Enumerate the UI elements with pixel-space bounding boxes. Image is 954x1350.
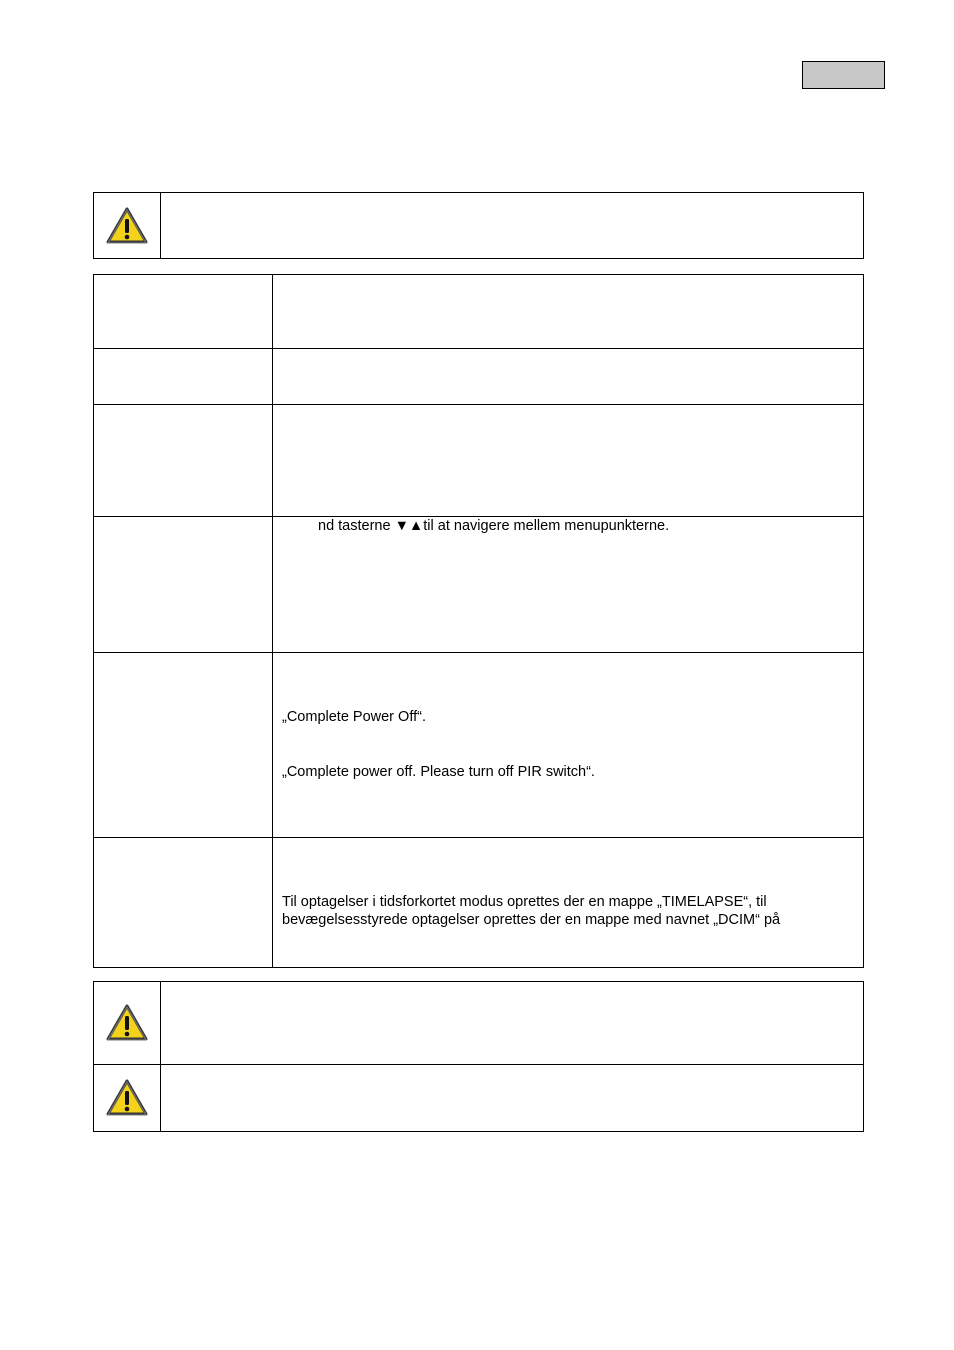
- warning-icon: [105, 206, 149, 246]
- table-row: [94, 653, 864, 838]
- row-label: [94, 653, 273, 838]
- row-description: [273, 405, 864, 517]
- warning-note-text: [161, 982, 864, 1065]
- warning-note: [94, 982, 864, 1065]
- language-tab: [802, 61, 885, 89]
- row-label: [94, 838, 273, 968]
- row-label: [94, 275, 273, 349]
- description-line: Til optagelser i tidsforkortet modus oprettes der en mappe „TIMELAPSE“, til: [282, 894, 767, 910]
- warning-icon: [105, 1078, 149, 1118]
- table-row: [94, 517, 864, 653]
- row-description: [273, 349, 864, 405]
- row-description: [273, 653, 864, 838]
- table-row: [94, 275, 864, 349]
- warning-note-text: [161, 1065, 864, 1132]
- row-description: [273, 517, 864, 653]
- description-line: „Complete Power Off“.: [282, 709, 426, 725]
- description-line: bevægelsesstyrede optagelser oprettes der en mappe med navnet „DCIM“ på: [282, 912, 781, 928]
- table-row: [94, 405, 864, 517]
- row-label: [94, 405, 273, 517]
- table-row: [94, 838, 864, 968]
- warning-icon: [105, 1003, 149, 1043]
- warning-note: [94, 1065, 864, 1132]
- row-label: [94, 517, 273, 653]
- table-row: [94, 349, 864, 405]
- description-line: nd tasterne ▼▲til at navigere mellem menupunkterne.: [318, 518, 670, 534]
- row-description: [273, 275, 864, 349]
- menu-table: [93, 274, 864, 968]
- warning-icon-cell: [94, 1065, 161, 1132]
- description-line: „Complete power off. Please turn off PIR switch“.: [282, 764, 595, 780]
- warning-note-text: [161, 193, 864, 259]
- warning-icon-cell: [94, 982, 161, 1065]
- warning-icon-cell: [94, 193, 161, 259]
- warning-notes-bottom: [93, 981, 864, 1132]
- warning-note-top: [93, 192, 864, 259]
- row-description: [273, 838, 864, 968]
- row-label: [94, 349, 273, 405]
